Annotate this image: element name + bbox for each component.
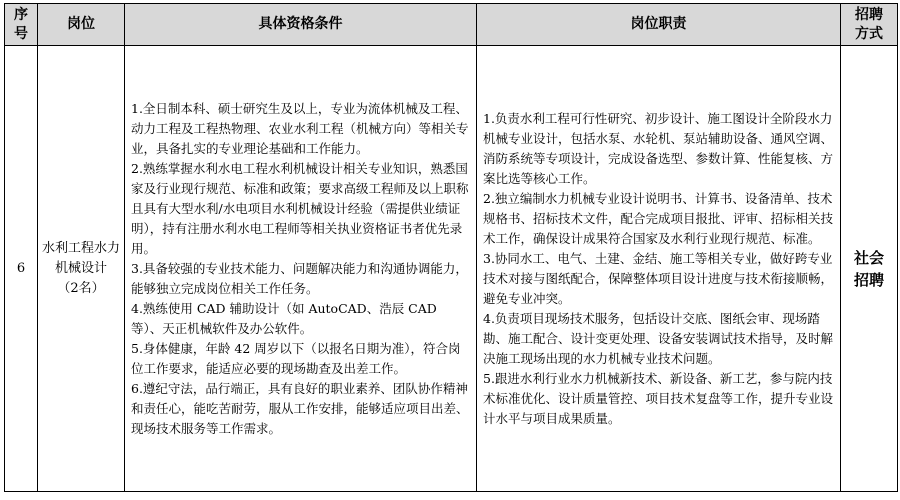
cell-duties	[477, 46, 841, 492]
position-count: （2名）	[57, 280, 105, 296]
header-seq: 序 号	[5, 4, 38, 46]
header-method: 招聘 方式	[841, 4, 898, 46]
header-position: 岗位	[38, 4, 125, 46]
qualification-item: 6.遵纪守法，品行端正，具有良好的职业素养、团队协作精神和责任心，能吃苦耐劳，服从工作安排，能够适应项目出差、现场技术服务等工作需求。	[131, 380, 469, 436]
duty-item: 2.独立编制水力机械专业设计说明书、计算书、设备清单、技术规格书、招标技术文件，配合完成项目报批、评审、招标相关技术工作，确保设计成果符合国家及水利行业现行规范、标准。	[483, 190, 834, 246]
header-duties: 岗位职责	[477, 4, 841, 46]
qualification-item: 4.熟练使用 CAD 辅助设计（如 AutoCAD、浩辰 CAD 等）、天正机械软件及办公软件。	[131, 300, 437, 336]
duty-item: 1.负责水利工程可行性研究、初步设计、施工图设计全阶段水力机械专业设计，包括水泵、水轮机、泵站辅助设备、通风空调、消防系统等专项设计，完成设备选型、参数计算、性能复核、方案比选等核心工作。	[483, 110, 834, 186]
duty-item: 5.跟进水利行业水力机械新技术、新设备、新工艺，参与院内技术标准优化、设计质量管控、项目技术复盘等工作，提升专业设计水平与项目成果质量。	[483, 370, 834, 426]
qualification-item: 3.具备较强的专业技术能力、问题解决能力和沟通协调能力，能够独立完成岗位相关工作任务。	[131, 260, 468, 296]
qualification-item: 2.熟练掌握水利水电工程水利机械设计相关专业知识，熟悉国家及行业现行规范、标准和政策；要求高级工程师及以上职称且具有大型水利/水电项目水利机械设计经验（需提供业绩证明），持有注册水利水电工程师等相关执业资格证书者优先录用。	[131, 160, 469, 256]
qualification-item: 1.全日制本科、硕士研究生及以上，专业为流体机械及工程、动力工程及工程热物理、农业水利工程（机械方向）等相关专业，具备扎实的专业理论基础和工作能力。	[131, 100, 469, 156]
qualification-item: 5.身体健康，年龄 42 周岁以下（以报名日期为准），符合岗位工作要求，能适应必要的现场勘查及出差工作。	[131, 340, 461, 376]
cell-position	[38, 46, 125, 492]
cell-qualifications	[125, 46, 477, 492]
duty-item: 4.负责项目现场技术服务，包括设计交底、图纸会审、现场踏勘、施工配合、设计变更处理、设备安装调试技术指导，及时解决施工现场出现的水力机械专业技术问题。	[483, 310, 834, 366]
table-row	[5, 46, 898, 492]
recruitment-table	[4, 3, 898, 492]
header-row	[5, 4, 898, 46]
header-qualifications: 具体资格条件	[125, 4, 477, 46]
duty-item: 3.协同水工、电气、土建、金结、施工等相关专业，做好跨专业技术对接与图纸配合，保障整体项目设计进度与技术衔接顺畅，避免专业冲突。	[483, 250, 834, 306]
cell-seq: 6	[5, 46, 38, 492]
cell-method: 社会 招聘	[841, 46, 898, 492]
position-name: 水利工程水力机械设计	[41, 240, 120, 276]
